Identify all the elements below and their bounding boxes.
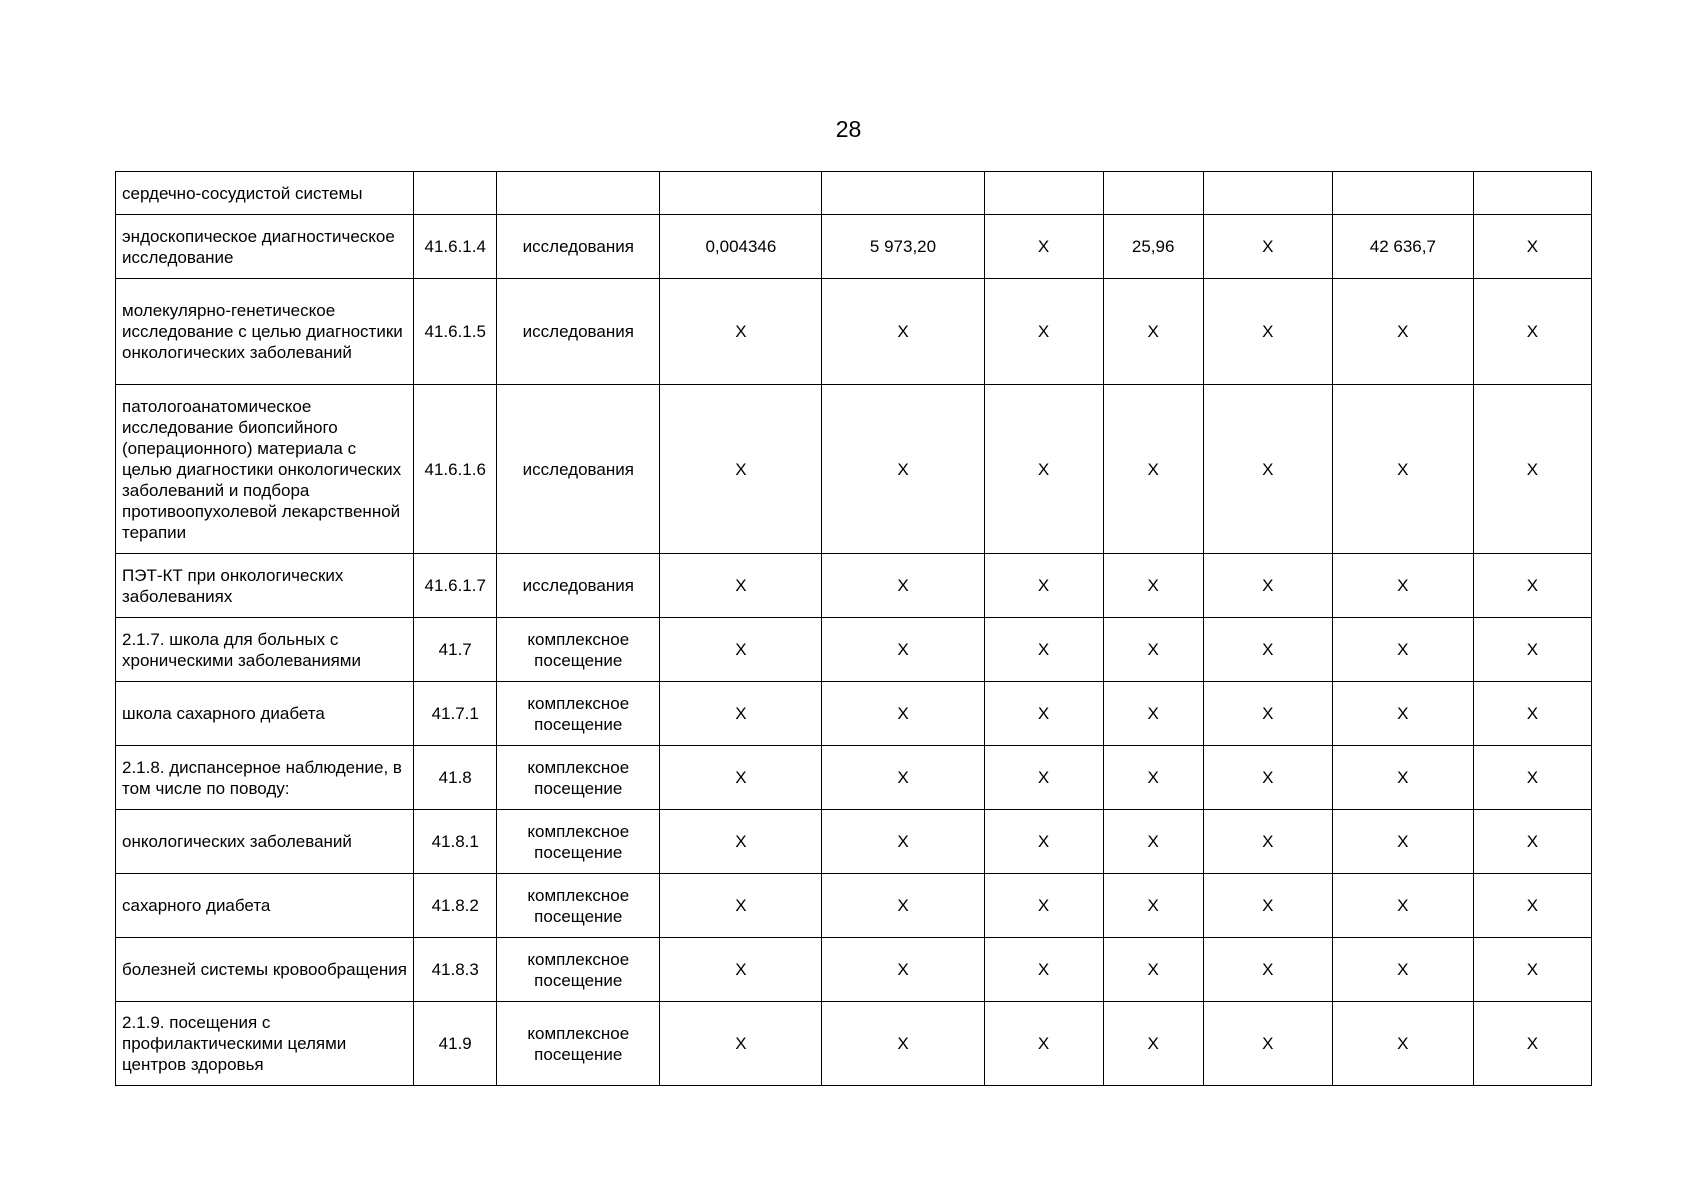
row-name-cell: молекулярно-генетическое исследование с целью диагностики онкологических заболеваний bbox=[116, 279, 414, 385]
row-unit-cell: комплексное посещение bbox=[497, 1002, 660, 1086]
value-cell: X bbox=[660, 938, 822, 1002]
row-unit-cell: комплексное посещение bbox=[497, 938, 660, 1002]
table-row bbox=[116, 385, 1592, 554]
value-cell: X bbox=[1103, 1002, 1203, 1086]
value-cell: X bbox=[984, 215, 1103, 279]
row-unit-cell: исследования bbox=[497, 279, 660, 385]
row-name-cell: сахарного диабета bbox=[116, 874, 414, 938]
value-cell: X bbox=[1473, 279, 1591, 385]
value-cell: X bbox=[1332, 746, 1473, 810]
value-cell: X bbox=[984, 385, 1103, 554]
row-code-cell: 41.7.1 bbox=[414, 682, 497, 746]
value-cell: 25,96 bbox=[1103, 215, 1203, 279]
row-name-cell: ПЭТ-КТ при онкологических заболеваниях bbox=[116, 554, 414, 618]
value-cell: X bbox=[822, 938, 984, 1002]
value-cell: X bbox=[1203, 618, 1332, 682]
table-row bbox=[116, 746, 1592, 810]
value-cell: X bbox=[1332, 810, 1473, 874]
table-row bbox=[116, 810, 1592, 874]
value-cell: X bbox=[984, 1002, 1103, 1086]
value-cell: X bbox=[660, 1002, 822, 1086]
table-row bbox=[116, 279, 1592, 385]
value-cell: X bbox=[1103, 554, 1203, 618]
value-cell: X bbox=[1473, 215, 1591, 279]
row-name-cell: сердечно-сосудистой системы bbox=[116, 172, 414, 215]
table-row bbox=[116, 1002, 1592, 1086]
row-name-cell: 2.1.9. посещения с профилактическими целями центров здоровья bbox=[116, 1002, 414, 1086]
value-cell: X bbox=[822, 1002, 984, 1086]
table-row bbox=[116, 172, 1592, 215]
table-row bbox=[116, 215, 1592, 279]
value-cell: X bbox=[1473, 938, 1591, 1002]
row-unit-cell: исследования bbox=[497, 554, 660, 618]
value-cell: X bbox=[660, 682, 822, 746]
value-cell: X bbox=[1203, 1002, 1332, 1086]
value-cell: X bbox=[1203, 279, 1332, 385]
value-cell: X bbox=[1473, 746, 1591, 810]
value-cell: X bbox=[660, 554, 822, 618]
row-code-cell: 41.8.3 bbox=[414, 938, 497, 1002]
value-cell: X bbox=[1473, 810, 1591, 874]
value-cell bbox=[984, 172, 1103, 215]
value-cell: X bbox=[1103, 938, 1203, 1002]
value-cell bbox=[1332, 172, 1473, 215]
value-cell bbox=[1203, 172, 1332, 215]
row-code-cell: 41.6.1.7 bbox=[414, 554, 497, 618]
value-cell: X bbox=[984, 938, 1103, 1002]
row-name-cell: эндоскопическое диагностическое исследование bbox=[116, 215, 414, 279]
row-name-cell: патологоанатомическое исследование биопсийного (операционного) материала с целью диагностики онкологических заболеваний и подбора противоопухолевой лекарственной терапии bbox=[116, 385, 414, 554]
row-code-cell: 41.7 bbox=[414, 618, 497, 682]
value-cell: X bbox=[660, 810, 822, 874]
row-code-cell: 41.8.2 bbox=[414, 874, 497, 938]
value-cell: X bbox=[1332, 874, 1473, 938]
value-cell: X bbox=[1332, 385, 1473, 554]
table-row bbox=[116, 554, 1592, 618]
value-cell: X bbox=[660, 385, 822, 554]
value-cell: X bbox=[1332, 1002, 1473, 1086]
row-unit-cell: комплексное посещение bbox=[497, 874, 660, 938]
value-cell: X bbox=[660, 618, 822, 682]
row-unit-cell: исследования bbox=[497, 215, 660, 279]
value-cell: X bbox=[1332, 554, 1473, 618]
value-cell: X bbox=[822, 385, 984, 554]
value-cell: 0,004346 bbox=[660, 215, 822, 279]
value-cell: X bbox=[1332, 618, 1473, 682]
value-cell: X bbox=[1203, 385, 1332, 554]
row-name-cell: болезней системы кровообращения bbox=[116, 938, 414, 1002]
table-body bbox=[116, 172, 1592, 1086]
value-cell: X bbox=[1203, 810, 1332, 874]
value-cell: X bbox=[1473, 554, 1591, 618]
row-unit-cell: комплексное посещение bbox=[497, 682, 660, 746]
value-cell: X bbox=[1332, 279, 1473, 385]
value-cell bbox=[1473, 172, 1591, 215]
data-table bbox=[115, 171, 1592, 1086]
value-cell: X bbox=[822, 279, 984, 385]
value-cell: X bbox=[822, 746, 984, 810]
value-cell: X bbox=[984, 554, 1103, 618]
value-cell: X bbox=[984, 874, 1103, 938]
row-name-cell: 2.1.7. школа для больных с хроническими заболеваниями bbox=[116, 618, 414, 682]
value-cell: X bbox=[1203, 874, 1332, 938]
value-cell: X bbox=[1473, 874, 1591, 938]
row-unit-cell: исследования bbox=[497, 385, 660, 554]
value-cell: X bbox=[1473, 682, 1591, 746]
value-cell: X bbox=[822, 874, 984, 938]
row-unit-cell: комплексное посещение bbox=[497, 746, 660, 810]
value-cell: X bbox=[984, 810, 1103, 874]
row-name-cell: школа сахарного диабета bbox=[116, 682, 414, 746]
row-unit-cell: комплексное посещение bbox=[497, 618, 660, 682]
value-cell: X bbox=[984, 618, 1103, 682]
value-cell: X bbox=[1103, 746, 1203, 810]
value-cell: X bbox=[1203, 938, 1332, 1002]
value-cell bbox=[822, 172, 984, 215]
row-name-cell: онкологических заболеваний bbox=[116, 810, 414, 874]
value-cell: X bbox=[1103, 618, 1203, 682]
page-number: 28 bbox=[835, 116, 862, 142]
value-cell: X bbox=[1103, 874, 1203, 938]
value-cell bbox=[660, 172, 822, 215]
value-cell: X bbox=[1473, 618, 1591, 682]
value-cell: X bbox=[1203, 746, 1332, 810]
row-code-cell: 41.6.1.6 bbox=[414, 385, 497, 554]
value-cell: X bbox=[1103, 279, 1203, 385]
row-code-cell: 41.8 bbox=[414, 746, 497, 810]
value-cell: 42 636,7 bbox=[1332, 215, 1473, 279]
value-cell: X bbox=[1203, 215, 1332, 279]
value-cell: X bbox=[1203, 682, 1332, 746]
value-cell: X bbox=[822, 810, 984, 874]
value-cell: X bbox=[822, 682, 984, 746]
row-unit-cell: комплексное посещение bbox=[497, 810, 660, 874]
value-cell: X bbox=[984, 682, 1103, 746]
row-unit-cell bbox=[497, 172, 660, 215]
value-cell: X bbox=[660, 874, 822, 938]
value-cell: X bbox=[822, 554, 984, 618]
row-code-cell: 41.6.1.5 bbox=[414, 279, 497, 385]
value-cell: X bbox=[1473, 385, 1591, 554]
value-cell: X bbox=[660, 746, 822, 810]
value-cell: X bbox=[1103, 810, 1203, 874]
value-cell: 5 973,20 bbox=[822, 215, 984, 279]
row-code-cell: 41.8.1 bbox=[414, 810, 497, 874]
row-code-cell: 41.6.1.4 bbox=[414, 215, 497, 279]
value-cell: X bbox=[1473, 1002, 1591, 1086]
table-row bbox=[116, 874, 1592, 938]
value-cell: X bbox=[984, 279, 1103, 385]
value-cell: X bbox=[822, 618, 984, 682]
value-cell: X bbox=[1203, 554, 1332, 618]
value-cell: X bbox=[1103, 385, 1203, 554]
row-name-cell: 2.1.8. диспансерное наблюдение, в том числе по поводу: bbox=[116, 746, 414, 810]
value-cell: X bbox=[1332, 682, 1473, 746]
value-cell: X bbox=[1103, 682, 1203, 746]
table-row bbox=[116, 682, 1592, 746]
value-cell: X bbox=[660, 279, 822, 385]
value-cell bbox=[1103, 172, 1203, 215]
value-cell: X bbox=[1332, 938, 1473, 1002]
row-code-cell bbox=[414, 172, 497, 215]
table-row bbox=[116, 618, 1592, 682]
table-row bbox=[116, 938, 1592, 1002]
value-cell: X bbox=[984, 746, 1103, 810]
row-code-cell: 41.9 bbox=[414, 1002, 497, 1086]
